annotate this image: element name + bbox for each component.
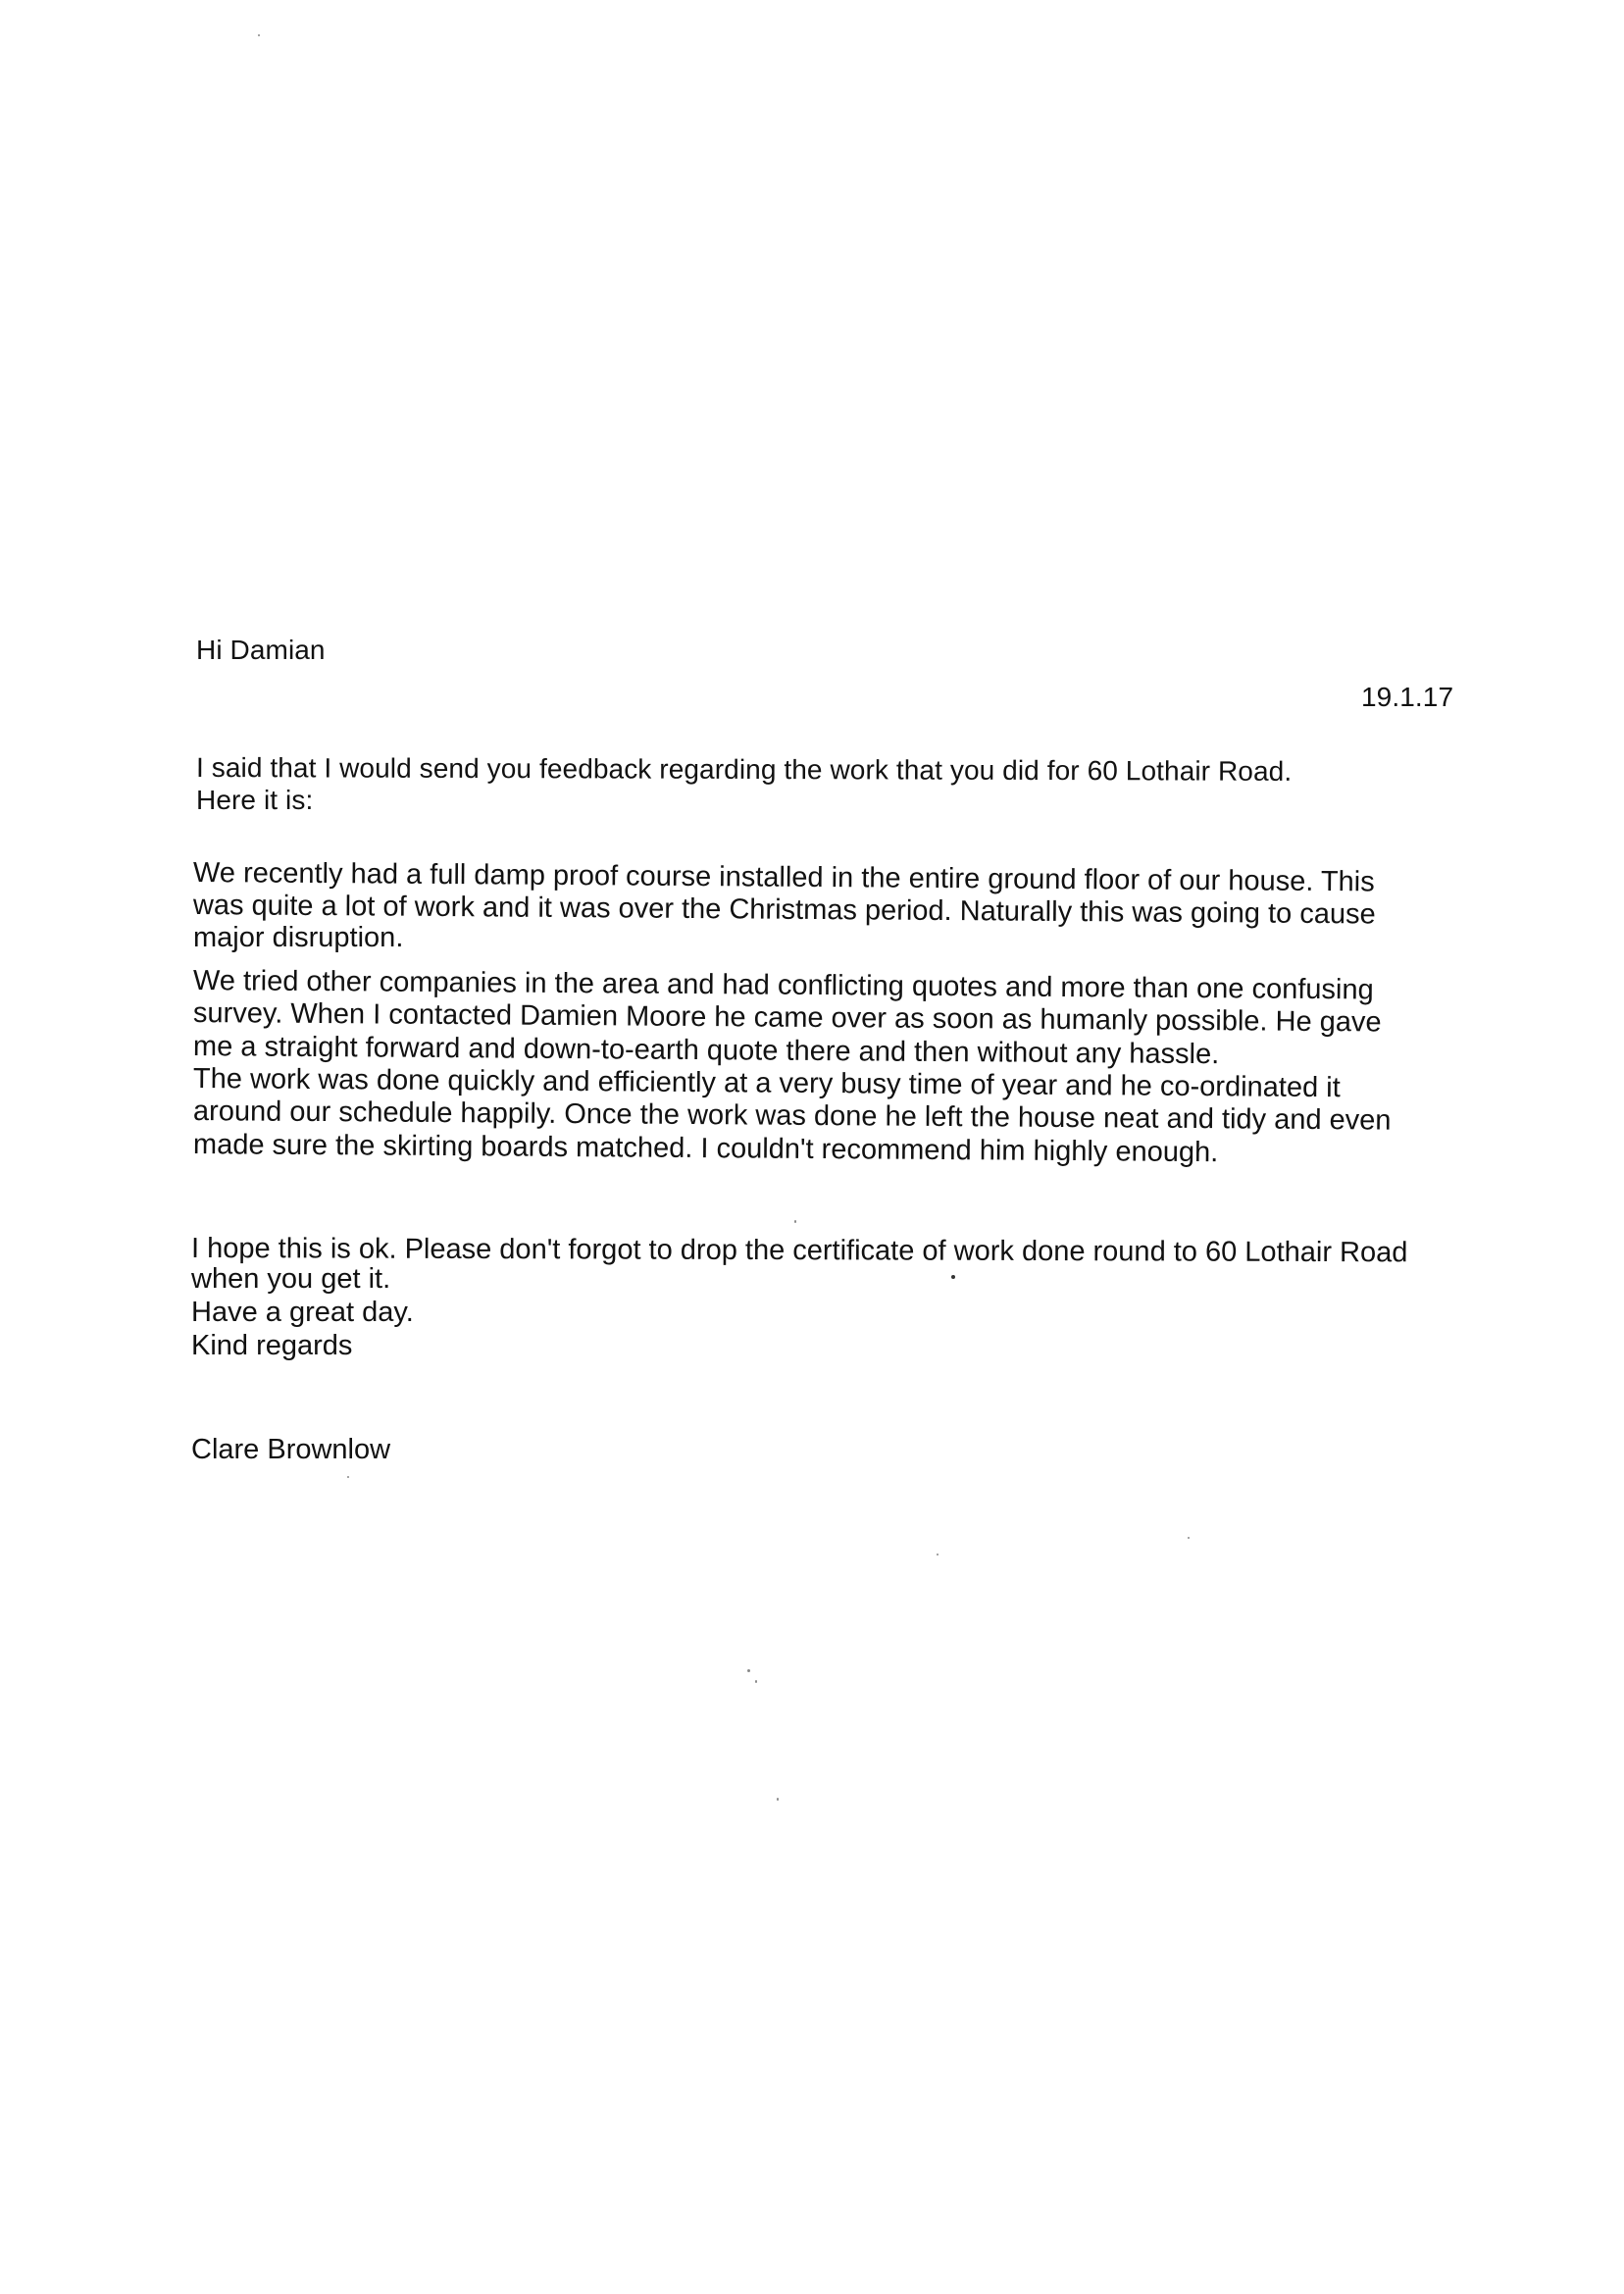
testimonial-line: We tried other companies in the area and had conflicting quotes and more than one confusing <box>192 965 1374 1006</box>
closing-line: Have a great day. <box>191 1297 414 1328</box>
scan-speck <box>1188 1537 1190 1539</box>
testimonial-line: survey. When I contacted Damien Moore he came over as soon as humanly possible. He gave <box>192 997 1382 1039</box>
scan-speck <box>794 1220 796 1223</box>
closing-line: Kind regards <box>191 1330 353 1361</box>
closing-line: I hope this is ok. Please don't forgot to drop the certificate of work done round to 60 Lothair Road <box>190 1233 1408 1269</box>
scan-speck <box>747 1669 750 1672</box>
testimonial-line: made sure the skirting boards matched. I couldn't recommend him highly enough. <box>192 1129 1219 1169</box>
closing-line: when you get it. <box>191 1263 391 1295</box>
scan-speck <box>258 34 260 36</box>
testimonial-line: was quite a lot of work and it was over the Christmas period. Naturally this was going to cause <box>192 890 1376 931</box>
testimonial-line: me a straight forward and down-to-earth quote there and then without any hassle. <box>192 1031 1220 1071</box>
scan-speck <box>937 1554 939 1555</box>
scan-speck <box>777 1798 779 1801</box>
scan-speck <box>755 1680 757 1683</box>
testimonial-line: We recently had a full damp proof course installed in the entire ground floor of our house. This <box>192 857 1375 898</box>
scan-speck <box>951 1275 955 1279</box>
testimonial-line: major disruption. <box>193 922 404 953</box>
testimonial-line: around our schedule happily. Once the work was done he left the house neat and tidy and even <box>192 1096 1392 1137</box>
testimonial-line: The work was done quickly and efficiently at a very busy time of year and he co-ordinated it <box>192 1063 1341 1104</box>
letter-date: 19.1.17 <box>1361 682 1454 712</box>
scan-speck <box>347 1476 349 1478</box>
intro-line: Here it is: <box>196 785 314 815</box>
intro-line: I said that I would send you feedback regarding the work that you did for 60 Lothair Road. <box>195 752 1293 787</box>
signature-name: Clare Brownlow <box>191 1434 391 1465</box>
greeting: Hi Damian <box>196 635 326 665</box>
